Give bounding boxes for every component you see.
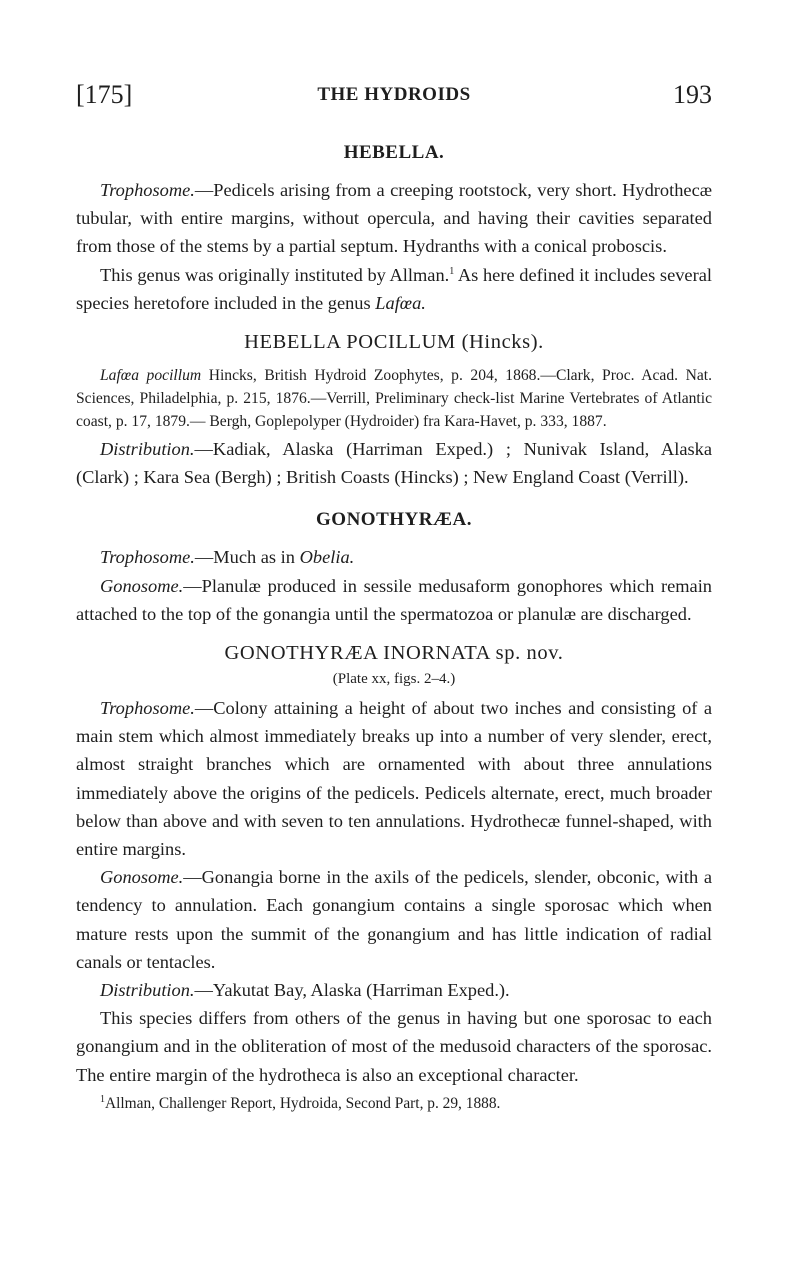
trophosome-label: Trophosome. — [100, 698, 195, 719]
footnote-text: Allman, Challenger Report, Hydroida, Second Part, p. 29, 1888. — [105, 1094, 501, 1112]
genus-heading-hebella: HEBELLA. — [343, 142, 445, 163]
trophosome-text: —Much as in — [194, 547, 300, 568]
genus-name: Lafœa. — [375, 292, 426, 313]
synonymy-reference — [76, 364, 712, 433]
genus-name: Obelia. — [299, 547, 355, 568]
distribution-text: —Kadiak, Alaska (Harriman Exped.) ; Nunivak Island, Alaska (Clark) ; Kara Sea (Bergh) ; British Coasts (Hincks) ; New England Coast (Verrill). — [76, 439, 712, 488]
trophosome-label: Trophosome. — [100, 547, 195, 568]
inornata-distribution-paragraph — [76, 976, 712, 1004]
distribution-text: —Yakutat Bay, Alaska (Harriman Exped.). — [194, 980, 510, 1001]
footnote — [76, 1093, 712, 1115]
gonosome-label: Gonosome. — [100, 575, 184, 596]
footnote-mark: 1 — [100, 1093, 105, 1105]
distribution-label: Distribution. — [100, 439, 195, 460]
gonosome-label: Gonosome. — [100, 867, 184, 888]
synonym-name: Lafœa pocillum — [100, 367, 202, 385]
distribution-label: Distribution. — [100, 980, 195, 1001]
trophosome-text: —Pedicels arising from a creeping rootstock, very short. Hydrothecæ tubular, with entire margins, without opercula, and having their cavities separated from those of the stems by a partial septum. Hydranths with a conical proboscis. — [76, 180, 712, 257]
inornata-remark-paragraph: This species differs from others of the genus in having but one sporosac to each gonangium and in the obliteration of most of the medusoid characters of the sporosac. The entire margin of the hydrotheca is also an exceptional character. — [76, 1008, 712, 1085]
genus-note-text: This genus was originally instituted by Allman. — [100, 264, 450, 285]
page-number: 193 — [673, 80, 712, 109]
species-heading-hebella-pocillum: HEBELLA POCILLUM (Hincks). — [244, 331, 544, 354]
trophosome-text: —Colony attaining a height of about two inches and consisting of a main stem which almost immediately breaks up into a number of very slender, erect, almost straight branches which are ornamented with about three annulations immediately above the origins of the pedicels. Pedicels alternate, erect, much broader below than above and with seven to ten annulations. Hydrothecæ funnel-shaped, with entire margins. — [76, 698, 712, 860]
footnote-ref: 1 — [449, 265, 455, 277]
inornata-gonosome-paragraph — [76, 863, 712, 976]
hebella-trophosome-paragraph — [76, 176, 712, 261]
hebella-genus-note — [76, 261, 712, 317]
species-heading-gonothyraea-inornata: GONOTHYRÆA INORNATA sp. nov. — [224, 642, 564, 665]
gonothyraea-gonosome-paragraph — [76, 572, 712, 628]
genus-heading-gonothyraea: GONOTHYRÆA. — [316, 509, 472, 531]
hebella-distribution-paragraph — [76, 435, 712, 491]
gonosome-text: —Gonangia borne in the axils of the pedicels, slender, obconic, with a tendency to annulation. Each gonangium contains a single sporosac which when mature rests upon the summit of the gonangium and has little indication of radial canals or tentacles. — [76, 867, 712, 972]
page — [76, 80, 712, 1115]
inornata-trophosome-paragraph — [76, 694, 712, 863]
running-title: THE HYDROIDS — [317, 84, 471, 105]
genus-note-text-b: As here defined it includes several species heretofore included in the genus — [76, 264, 712, 313]
plate-reference: (Plate xx, figs. 2–4.) — [332, 671, 456, 688]
gonothyraea-trophosome-paragraph — [76, 543, 712, 571]
synonymy-text: Hincks, British Hydroid Zoophytes, p. 204, 1868.—Clark, Proc. Acad. Nat. Sciences, Philadelphia, p. 215, 1876.—Verrill, Preliminary check-list Marine Vertebrates of Atlantic coast, p. 17, 1879.— Bergh, Goplepolyper (Hydroider) fra Kara-Havet, p. 333, 1887. — [76, 367, 713, 431]
gonosome-text: —Planulæ produced in sessile medusaform gonophores which remain attached to the top of the gonangia until the spermatozoa or planulæ are discharged. — [76, 575, 712, 624]
trophosome-label: Trophosome. — [100, 180, 195, 200]
running-head — [76, 80, 712, 124]
plate-page-number: [175] — [76, 80, 133, 109]
